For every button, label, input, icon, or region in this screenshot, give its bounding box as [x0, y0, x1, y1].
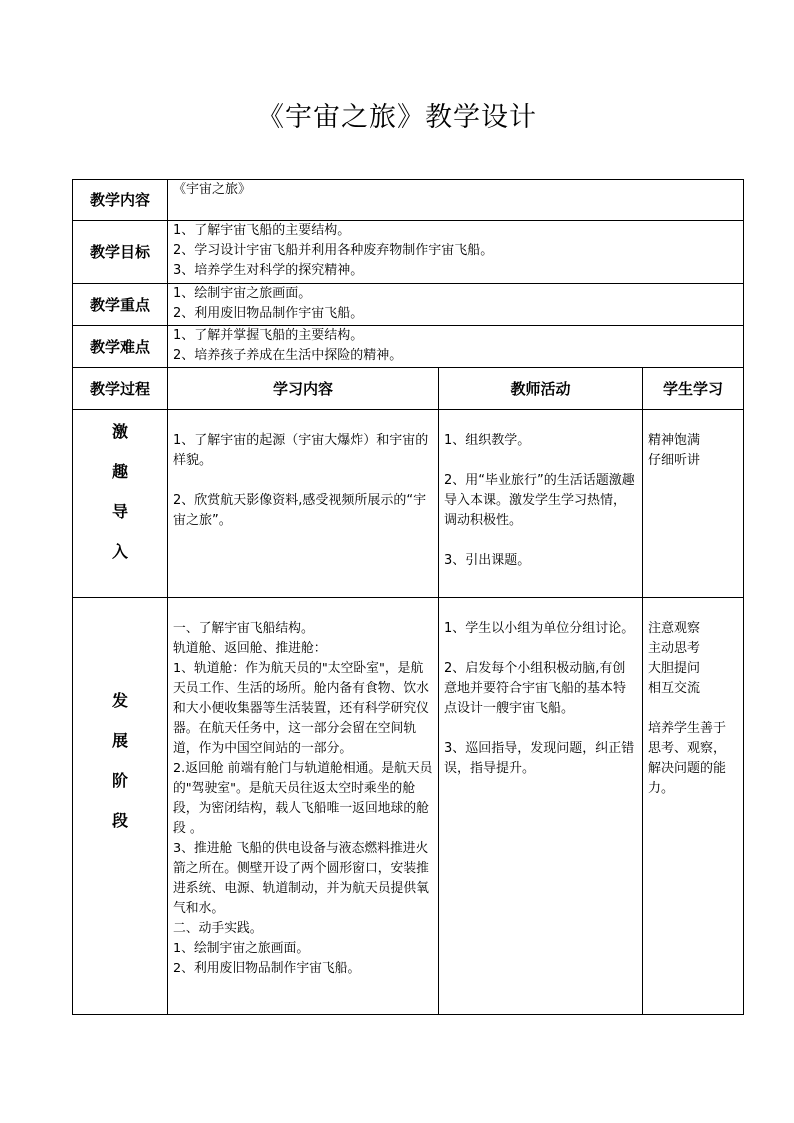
goal-item: 2、学习设计宇宙飞船并利用各种废弃物制作宇宙飞船。	[173, 243, 494, 258]
student-item: 仔细听讲	[648, 453, 701, 468]
stage-name-intro	[73, 410, 168, 598]
content-paragraph: 2、欣赏航天影像资料,感受视频所展示的“宇宙之旅”。	[173, 493, 427, 528]
student-item: 主动思考	[648, 641, 701, 656]
stage-name-development	[73, 598, 168, 1015]
value-teaching-goals	[168, 221, 744, 284]
teacher-item: 2、用“毕业旅行”的生活话题激趣导入本课。激发学生学习热情，调动积极性。	[444, 473, 635, 528]
student-item: 注意观察	[648, 621, 701, 636]
stage-development-student	[643, 598, 744, 1015]
header-learning-content: 学习内容	[168, 368, 439, 410]
row-teaching-goals	[73, 221, 744, 284]
stage-intro-student	[643, 410, 744, 598]
row-key-points	[73, 284, 744, 326]
row-teaching-content	[73, 180, 744, 221]
header-teacher-activity: 教师活动	[439, 368, 643, 410]
lesson-plan-table	[72, 179, 744, 1015]
teacher-item: 1、学生以小组为单位分组讨论。	[444, 621, 635, 636]
stage-char: 发	[111, 691, 128, 710]
stage-char: 入	[111, 542, 128, 561]
key-point-item: 2、利用废旧物品制作宇宙飞船。	[173, 306, 364, 321]
label-teaching-content: 教学内容	[73, 180, 168, 221]
goal-item: 1、了解宇宙飞船的主要结构。	[173, 223, 351, 238]
content-paragraph: 2、利用废旧物品制作宇宙飞船。	[173, 961, 361, 976]
stage-char: 展	[111, 731, 128, 750]
stage-char: 导	[111, 502, 128, 521]
content-paragraph: 二、动手实践。	[173, 921, 263, 936]
content-paragraph: 2.返回舱 前端有舱门与轨道舱相通。是航天员的"驾驶室"。是航天员往返太空时乘坐的舱段，为密闭结构，载人飞船唯一返回地球的舱段 。	[173, 761, 433, 836]
teacher-item: 3、引出课题。	[444, 553, 531, 568]
stage-char: 激	[111, 422, 128, 441]
content-paragraph: 3、推进舱 飞船的供电设备与液态燃料推进火箭之所在。侧壁开设了两个圆形窗口，安装推进系统、电源、轨道制动，并为航天员提供氧气和水。	[173, 841, 429, 916]
teacher-item: 3、巡回指导，发现问题，纠正错误，指导提升。	[444, 741, 635, 776]
content-paragraph: 1、绘制宇宙之旅画面。	[173, 941, 310, 956]
stage-intro-teacher	[439, 410, 643, 598]
key-point-item: 1、绘制宇宙之旅画面。	[173, 286, 312, 301]
stage-char: 趣	[111, 462, 128, 481]
stage-row-development	[73, 598, 744, 1015]
row-difficulties	[73, 326, 744, 368]
stage-row-intro	[73, 410, 744, 598]
label-key-points: 教学重点	[73, 284, 168, 326]
label-difficulties: 教学难点	[73, 326, 168, 368]
teaching-content-text: 《宇宙之旅》	[173, 182, 252, 197]
process-header-row	[73, 368, 744, 410]
stage-intro-content	[168, 410, 439, 598]
header-student-learning: 学生学习	[643, 368, 744, 410]
goal-item: 3、培养学生对科学的探究精神。	[173, 263, 364, 278]
content-paragraph: 轨道舱、返回舱、推进舱：	[173, 641, 327, 656]
stage-char: 阶	[111, 771, 128, 790]
document-title: 《宇宙之旅》教学设计	[257, 102, 537, 133]
value-difficulties	[168, 326, 744, 368]
teacher-item: 1、组织教学。	[444, 433, 531, 448]
stage-development-teacher	[439, 598, 643, 1015]
header-process: 教学过程	[73, 368, 168, 410]
stage-development-content	[168, 598, 439, 1015]
content-paragraph: 1、轨道舱：作为航天员的"太空卧室"，是航天员工作、生活的场所。舱内备有食物、饮水和大小便收集器等生活装置，还有科学研究仪器。在航天任务中，这一部分会留在空间轨道，作为中国空间站的一部分。	[173, 661, 429, 756]
label-teaching-goals: 教学目标	[73, 221, 168, 284]
student-item: 相互交流	[648, 681, 701, 696]
student-item: 培养学生善于思考、观察，解决问题的能力。	[648, 721, 727, 796]
difficulty-item: 1、了解并掌握飞船的主要结构。	[173, 328, 364, 343]
stage-char: 段	[111, 811, 128, 830]
student-item: 大胆提问	[648, 661, 701, 676]
student-item: 精神饱满	[648, 433, 701, 448]
content-paragraph: 1、了解宇宙的起源（宇宙大爆炸）和宇宙的样貌。	[173, 433, 429, 468]
teacher-item: 2、启发每个小组积极动脑,有创意地并要符合宇宙飞船的基本特点设计一艘宇宙飞船。	[444, 661, 627, 716]
value-teaching-content	[168, 180, 744, 221]
content-paragraph: 一、了解宇宙飞船结构。	[173, 621, 314, 636]
difficulty-item: 2、培养孩子养成在生活中探险的精神。	[173, 348, 403, 363]
value-key-points	[168, 284, 744, 326]
